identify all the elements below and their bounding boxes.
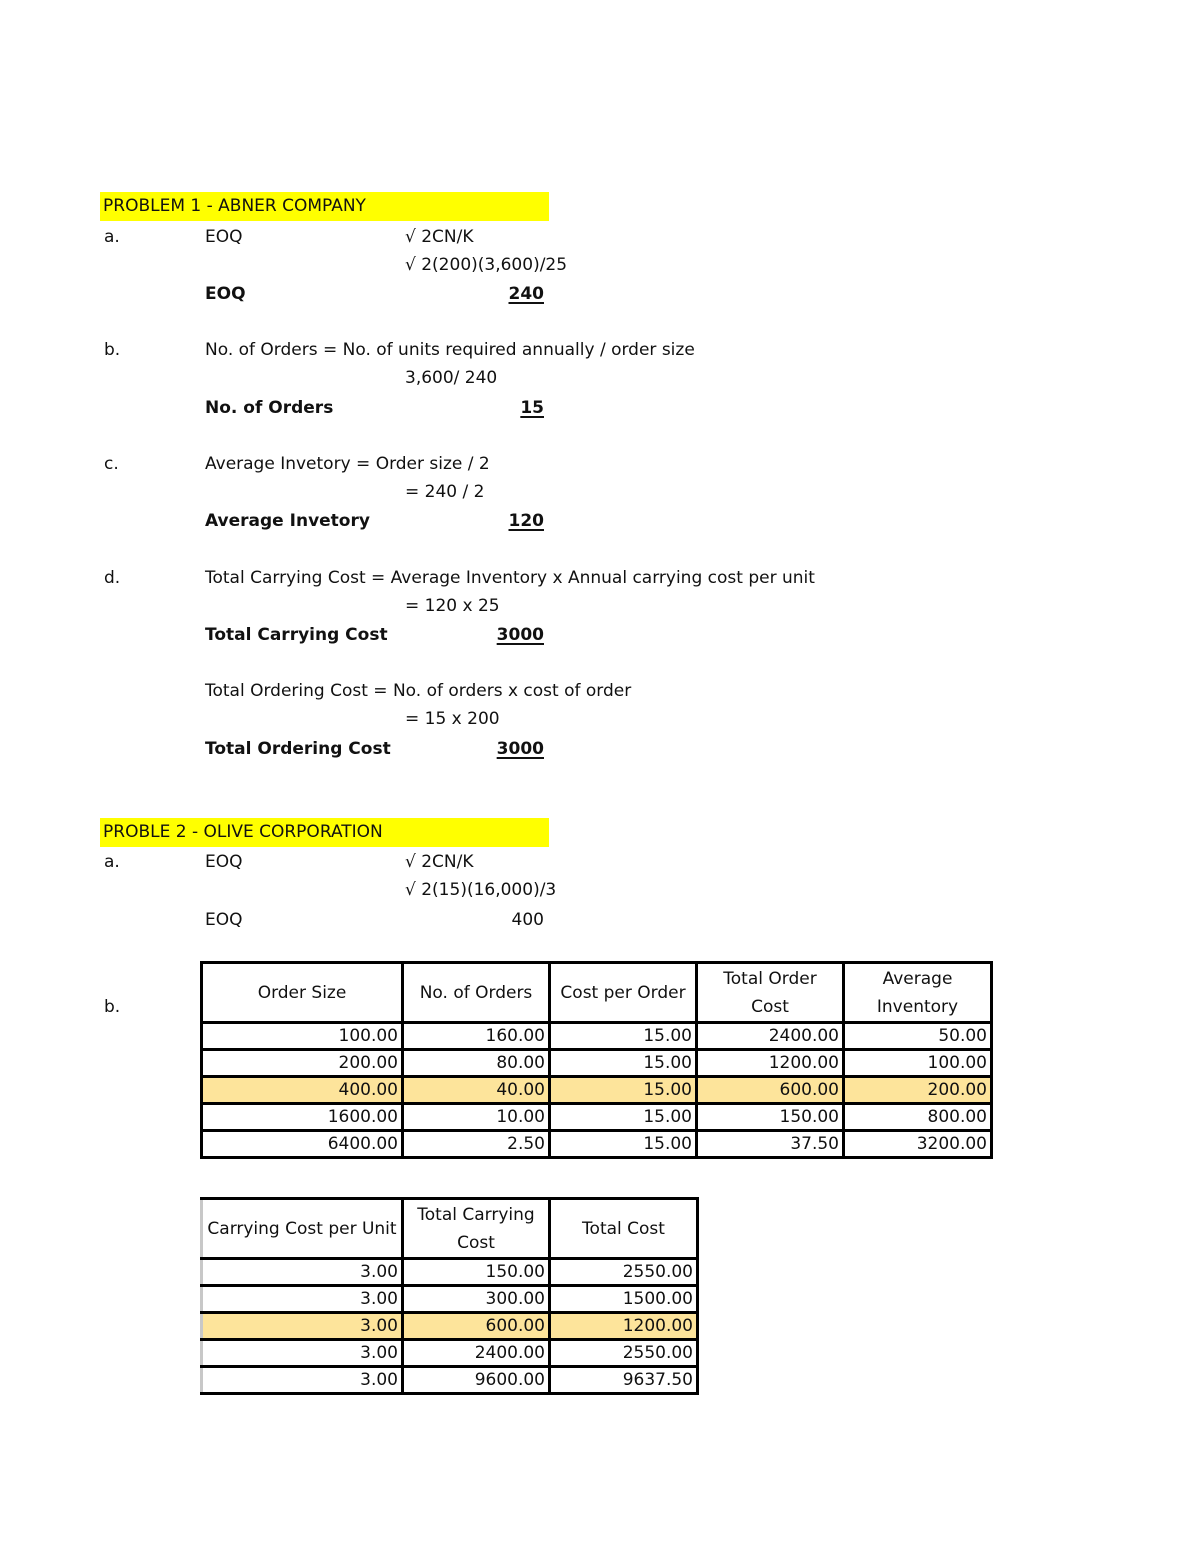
header-order-size: Order Size — [202, 963, 403, 1023]
header-cost-per-order: Cost per Order — [550, 963, 697, 1023]
carrying-cost-result: 3000 — [496, 625, 544, 645]
avg-inventory-result-label: Average Invetory — [205, 511, 370, 531]
table-cell: 1200.00 — [550, 1313, 698, 1340]
table-row — [202, 1050, 992, 1077]
table-cell: 2.50 — [403, 1131, 550, 1158]
table-cell: 2400.00 — [697, 1023, 844, 1050]
table-cell: 9637.50 — [550, 1367, 698, 1394]
table-cell: 80.00 — [403, 1050, 550, 1077]
table-cell: 150.00 — [697, 1104, 844, 1131]
carrying-cost-substitution: = 120 x 25 — [405, 596, 500, 616]
table-row — [202, 1023, 992, 1050]
table-cell: 15.00 — [550, 1023, 697, 1050]
table-cell: 100.00 — [202, 1023, 403, 1050]
table-cell: 160.00 — [403, 1023, 550, 1050]
table-cell: 1200.00 — [697, 1050, 844, 1077]
table-cell: 3.00 — [202, 1367, 403, 1394]
ordering-cost-substitution: = 15 x 200 — [405, 709, 500, 729]
p2-part-a-letter: a. — [104, 852, 120, 872]
part-d-letter: d. — [104, 568, 121, 588]
problem-2-banner: PROBLE 2 - OLIVE CORPORATION — [100, 818, 549, 847]
table-header-row — [202, 963, 992, 1023]
table-cell: 15.00 — [550, 1104, 697, 1131]
table-row — [202, 1131, 992, 1158]
header-total-order-cost: Total Order Cost — [697, 963, 844, 1023]
table-cell: 6400.00 — [202, 1131, 403, 1158]
orders-result-label: No. of Orders — [205, 398, 334, 418]
ordering-cost-result-label: Total Ordering Cost — [205, 739, 391, 759]
p2-eoq-result: 400 — [511, 910, 544, 930]
p2-eoq-label: EOQ — [205, 852, 243, 872]
table-cell: 1500.00 — [550, 1286, 698, 1313]
header-total-cost: Total Cost — [550, 1199, 698, 1259]
header-no-of-orders: No. of Orders — [403, 963, 550, 1023]
table-cell: 15.00 — [550, 1050, 697, 1077]
header-total-carrying-cost: Total Carrying Cost — [403, 1199, 550, 1259]
table-cell: 2550.00 — [550, 1340, 698, 1367]
carrying-cost-formula: Total Carrying Cost = Average Inventory x Annual carrying cost per unit — [205, 568, 815, 588]
table-cell: 3.00 — [202, 1259, 403, 1286]
table-cell: 400.00 — [202, 1077, 403, 1104]
table-cell: 600.00 — [403, 1313, 550, 1340]
p2-part-b-letter: b. — [104, 997, 121, 1017]
table-cell: 9600.00 — [403, 1367, 550, 1394]
p2-eoq-formula: √ 2CN/K — [405, 852, 474, 872]
table-header-row — [202, 1199, 698, 1259]
avg-inventory-substitution: = 240 / 2 — [405, 482, 485, 502]
table-cell: 2400.00 — [403, 1340, 550, 1367]
part-b-letter: b. — [104, 340, 121, 360]
table-row — [202, 1104, 992, 1131]
orders-formula: No. of Orders = No. of units required annually / order size — [205, 340, 695, 360]
eoq-formula: √ 2CN/K — [405, 227, 474, 247]
table-cell: 100.00 — [844, 1050, 992, 1077]
table-cell: 37.50 — [697, 1131, 844, 1158]
table-row — [202, 1286, 698, 1313]
carrying-cost-result-label: Total Carrying Cost — [205, 625, 388, 645]
table-cell: 600.00 — [697, 1077, 844, 1104]
p2-eoq-substitution: √ 2(15)(16,000)/3 — [405, 880, 557, 900]
table-cell: 200.00 — [844, 1077, 992, 1104]
part-c-letter: c. — [104, 454, 119, 474]
table-cell: 300.00 — [403, 1286, 550, 1313]
table-cell: 1600.00 — [202, 1104, 403, 1131]
table-cell: 2550.00 — [550, 1259, 698, 1286]
eoq-result: 240 — [508, 284, 544, 304]
p2-eoq-result-label: EOQ — [205, 910, 243, 930]
part-a-letter: a. — [104, 227, 120, 247]
table-cell: 15.00 — [550, 1131, 697, 1158]
header-average-inventory: Average Inventory — [844, 963, 992, 1023]
table-row — [202, 1340, 698, 1367]
table-cell: 150.00 — [403, 1259, 550, 1286]
table-cell: 3.00 — [202, 1340, 403, 1367]
eoq-substitution: √ 2(200)(3,600)/25 — [405, 255, 568, 275]
table-row-highlighted — [202, 1313, 698, 1340]
eoq-result-label: EOQ — [205, 284, 246, 304]
table-cell: 3.00 — [202, 1286, 403, 1313]
ordering-cost-result: 3000 — [496, 739, 544, 759]
problem-1-banner: PROBLEM 1 - ABNER COMPANY — [100, 192, 549, 221]
table-row-highlighted — [202, 1077, 992, 1104]
table-cell: 40.00 — [403, 1077, 550, 1104]
table-row — [202, 1367, 698, 1394]
eoq-label: EOQ — [205, 227, 243, 247]
table-row — [202, 1259, 698, 1286]
table-cell: 3.00 — [202, 1313, 403, 1340]
table-cell: 15.00 — [550, 1077, 697, 1104]
table-cell: 50.00 — [844, 1023, 992, 1050]
table-cell: 3200.00 — [844, 1131, 992, 1158]
table-cell: 800.00 — [844, 1104, 992, 1131]
orders-substitution: 3,600/ 240 — [405, 368, 498, 388]
ordering-cost-formula: Total Ordering Cost = No. of orders x cost of order — [205, 681, 632, 701]
header-carrying-cost-per-unit: Carrying Cost per Unit — [202, 1199, 403, 1259]
orders-result: 15 — [520, 398, 544, 418]
table-cell: 200.00 — [202, 1050, 403, 1077]
table-cell: 10.00 — [403, 1104, 550, 1131]
avg-inventory-result: 120 — [508, 511, 544, 531]
order-cost-table — [200, 961, 993, 1159]
carrying-cost-table — [200, 1197, 699, 1395]
avg-inventory-formula: Average Invetory = Order size / 2 — [205, 454, 490, 474]
